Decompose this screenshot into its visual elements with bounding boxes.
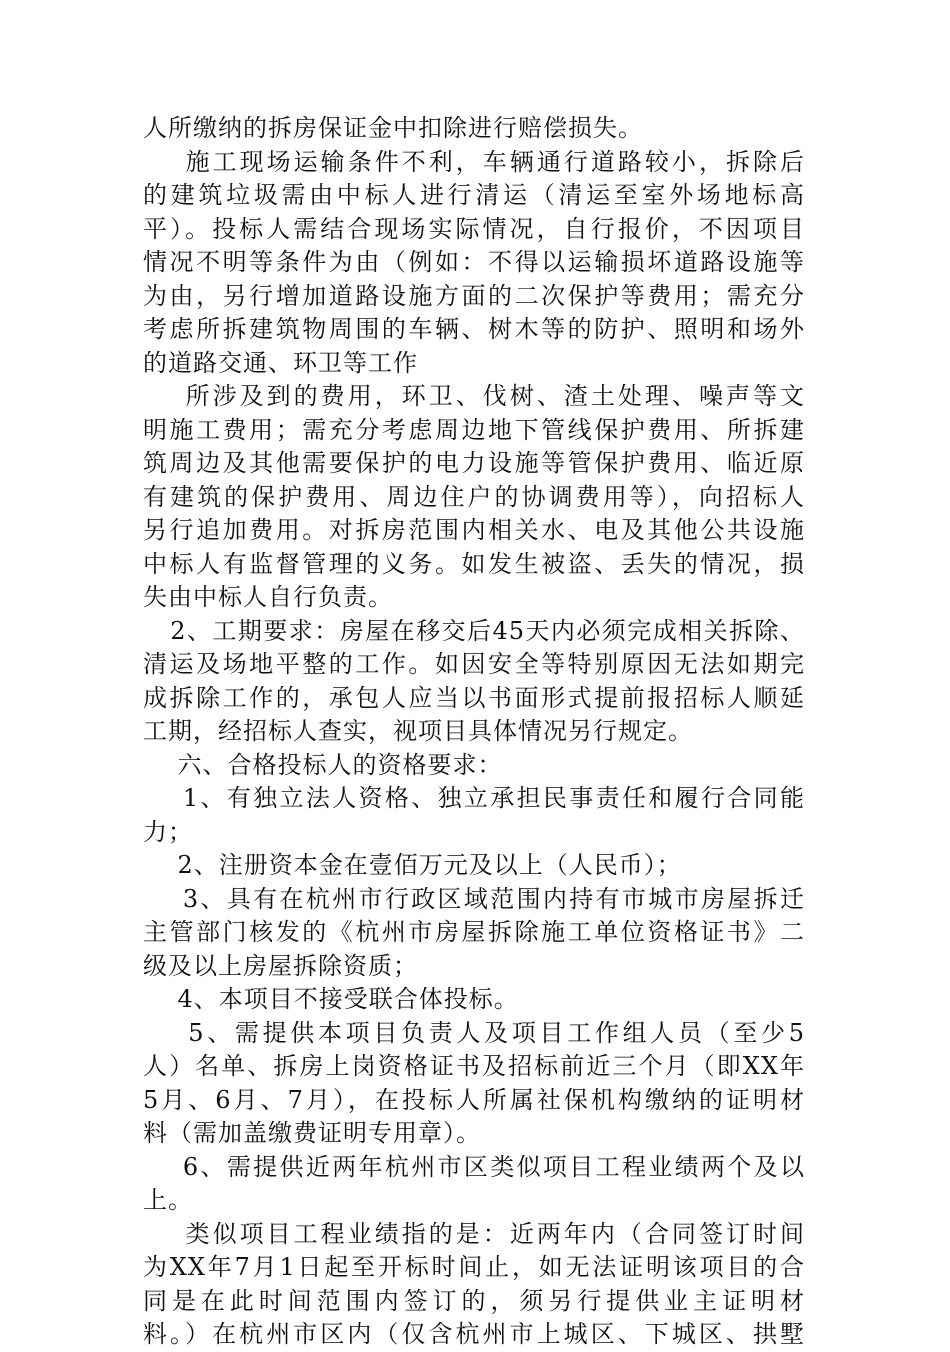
document-body (143, 112, 805, 1352)
text-line: 2、注册资本金在壹佰万元及以上（人民币）； (143, 851, 682, 879)
text-line: 的道路交通、环卫等工作 (143, 348, 418, 377)
text-line: 5月、6月、7月），在投标人所属社保机构缴纳的证明材 (143, 1085, 805, 1114)
text-line: 工期，经招标人查实，视项目具体情况另行规定。 (143, 717, 693, 745)
text-line: 3、具有在杭州市行政区域范围内持有市城市房屋拆迁 (143, 884, 805, 913)
text-line: 考虑所拆建筑物周围的车辆、树木等的防护、照明和场外 (143, 315, 805, 343)
text-line: 料。）在杭州市区内（仅含杭州市上城区、下城区、拱墅 (143, 1320, 805, 1348)
text-line: 5、需提供本项目负责人及项目工作组人员（至少5 (143, 1018, 805, 1047)
text-line: 中标人有监督管理的义务。如发生被盗、丢失的情况，损 (143, 549, 805, 578)
text-line: 情况不明等条件为由（例如：不得以运输损坏道路设施等 (143, 248, 805, 276)
text-line: 的建筑垃圾需由中标人进行清运（清运至室外场地标高 (143, 181, 805, 209)
text-line: 同是在此时间范围内签订的，须另行提供业主证明材 (143, 1286, 805, 1315)
text-line: 为由，另行增加道路设施方面的二次保护等费用；需充分 (143, 281, 805, 310)
text-line: 六、合格投标人的资格要求： (143, 750, 503, 779)
text-line: 明施工费用；需充分考虑周边地下管线保护费用、所拆建 (143, 415, 805, 444)
text-line: 清运及场地平整的工作。如因安全等特别原因无法如期完 (143, 650, 805, 678)
text-line: 人）名单、拆房上岗资格证书及招标前近三个月（即XX年 (143, 1052, 805, 1080)
text-line: 6、需提供近两年杭州市区类似项目工程业绩两个及以 (143, 1152, 805, 1181)
text-line: 4、本项目不接受联合体投标。 (143, 985, 519, 1013)
text-line: 上。 (143, 1186, 193, 1214)
text-line: 平）。投标人需结合现场实际情况，自行报价，不因项目 (143, 214, 805, 243)
text-line: 有建筑的保护费用、周边住户的协调费用等），向招标人 (143, 482, 805, 511)
text-line: 料（需加盖缴费证明专用章）。 (143, 1119, 481, 1147)
text-line: 筑周边及其他需要保护的电力设施等管保护费用、临近原 (143, 449, 805, 477)
text-line: 级及以上房屋拆除资质； (143, 951, 418, 980)
text-line: 所涉及到的费用，环卫、伐树、渣土处理、噪声等文 (143, 382, 805, 410)
text-line: 失由中标人自行负责。 (143, 583, 393, 611)
text-line: 为XX年7月1日起至开标时间止，如无法证明该项目的合 (143, 1253, 805, 1281)
text-line: 成拆除工作的，承包人应当以书面形式提前报招标人顺延 (143, 683, 805, 712)
text-line: 1、有独立法人资格、独立承担民事责任和履行合同能 (143, 784, 805, 812)
text-line: 施工现场运输条件不利，车辆通行道路较小，拆除后 (143, 147, 805, 176)
text-line: 类似项目工程业绩指的是：近两年内（合同签订时间 (143, 1219, 805, 1248)
text-line: 主管部门核发的《杭州市房屋拆除施工单位资格证书》二 (143, 918, 805, 946)
text-line: 力； (143, 817, 193, 846)
text-line: 人所缴纳的拆房保证金中扣除进行赔偿损失。 (143, 114, 643, 142)
text-line: 另行追加费用。对拆房范围内相关水、电及其他公共设施 (143, 516, 805, 544)
text-line: 2、工期要求：房屋在移交后45天内必须完成相关拆除、 (143, 616, 805, 645)
